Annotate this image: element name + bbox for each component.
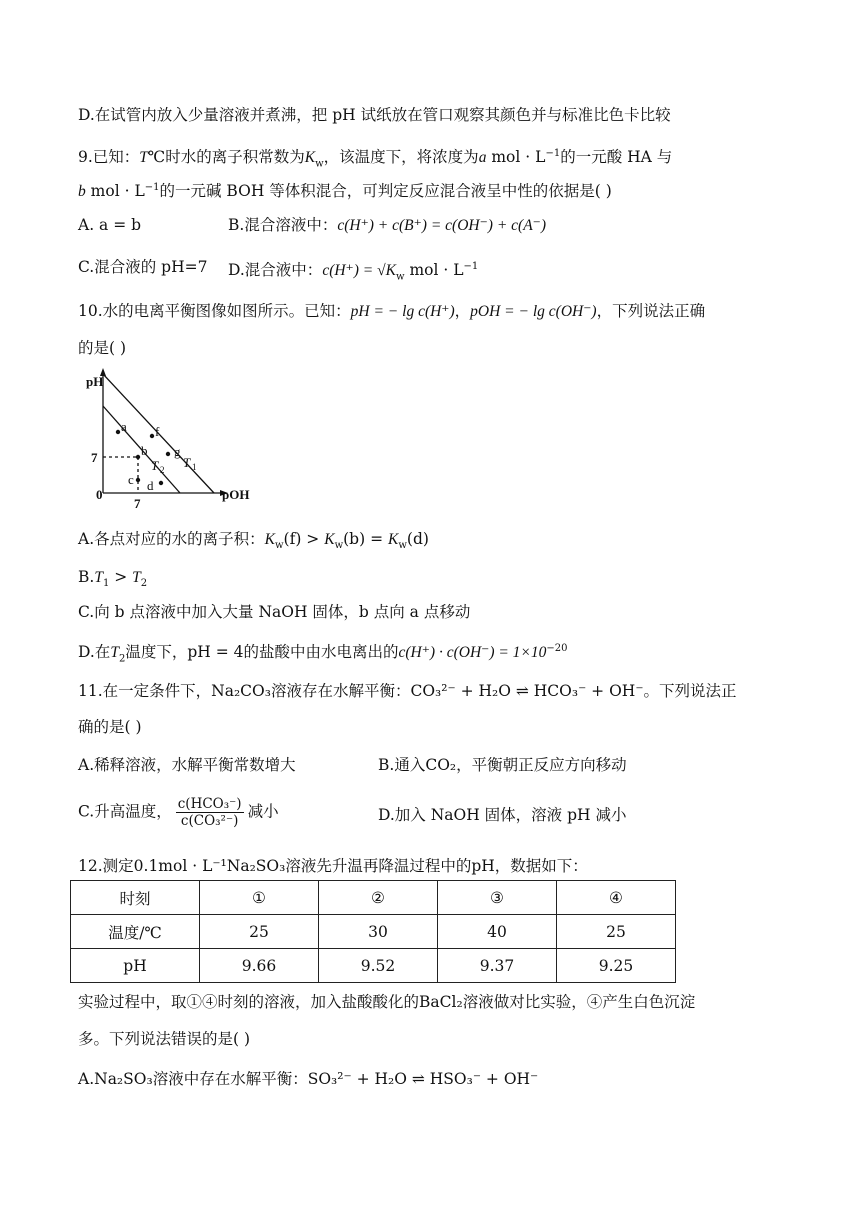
q10-stem-line2: 的是( ) [78, 339, 127, 357]
point-g [166, 452, 170, 456]
point-a [116, 430, 120, 434]
table-row: 温度/℃ 25 30 40 25 [71, 915, 676, 949]
q10-option-d: D.在$T_2$温度下，pH = 4的盐酸中由水电离出的$c(H^+) \cdot c(OH^-) = 1\times 10^{-20}$ [78, 643, 568, 665]
point-b [136, 455, 140, 459]
tick-x-label: 7 [134, 496, 141, 511]
q11-option-d: D.加入 NaOH 固体，溶液 pH 减小 [378, 806, 627, 824]
q12-stem: 12.测定0.1mol · L⁻¹Na₂SO₃溶液先升温再降温过程中的pH，数据如下： [78, 857, 588, 875]
data-table [70, 880, 676, 983]
q10-stem-line1: 10.水的电离平衡图像如图所示。已知：pH = − lg c(H⁺)，pOH = − lg c(OH⁻)，下列说法正确 [78, 302, 706, 320]
x-axis-label: pOH [222, 487, 250, 502]
label-a: a [121, 419, 127, 434]
label-b: b [141, 443, 148, 458]
q12-option-a: A.Na₂SO₃溶液中存在水解平衡：SO₃²⁻ + H₂O ⇌ HSO₃⁻ + OH⁻ [78, 1070, 539, 1088]
point-d [159, 481, 163, 485]
q11-stem-line1: 11.在一定条件下，Na₂CO₃溶液存在水解平衡：CO₃²⁻ + H₂O ⇌ HCO₃⁻ + OH⁻。下列说法正 [78, 682, 737, 700]
label-c: c [128, 472, 134, 487]
q9-stem-line2: b mol · $L^{-1}$的一元碱 BOH 等体积混合，可判定反应混合液呈中性的依据是( ) [78, 182, 612, 201]
tick-y-label: 7 [91, 450, 98, 465]
q9-stem-line1: 9.已知：T℃时水的离子积常数为$K_w$，该温度下，将浓度为a mol · $L^{-1}$的一元酸 HA 与 [78, 148, 673, 170]
q12-after-line1: 实验过程中，取①④时刻的溶液，加入盐酸酸化的BaCl₂溶液做对比实验，④产生白色沉淀 [78, 993, 696, 1011]
q11-option-a: A.稀释溶液，水解平衡常数增大 [78, 756, 296, 774]
q9-option-a: A. a = b [78, 216, 142, 234]
q10-option-a: A.各点对应的水的离子积：$K_w(f) > K_w(b) = K_w(d)$ [78, 530, 429, 552]
q10-option-b: $B.T_1 > T_2$ [78, 568, 148, 590]
label-t1: T [183, 455, 191, 470]
label-d: d [147, 478, 154, 493]
q11-option-b: B.通入CO₂，平衡朝正反应方向移动 [378, 756, 627, 774]
q8-option-d: D.在试管内放入少量溶液并煮沸，把 pH 试纸放在管口观察其颜色并与标准比色卡比较 [78, 106, 671, 124]
q9-option-c: C.混合液的 pH=7 [78, 258, 208, 276]
q12-after-line2: 多。下列说法错误的是( ) [78, 1030, 251, 1048]
label-t2-sub: 2 [160, 465, 165, 475]
label-g: g [174, 444, 181, 459]
hco3-co3-fraction: $\frac{\text{c(HCO₃⁻)}}{\text{c(CO₃²⁻)}}$ [177, 796, 242, 829]
label-t2: T [151, 458, 159, 473]
label-f: f [155, 424, 160, 439]
point-c [136, 478, 140, 482]
q10-option-c: C.向 b 点溶液中加入大量 NaOH 固体，b 点向 a 点移动 [78, 603, 471, 621]
table-row: pH 9.66 9.52 9.37 9.25 [71, 949, 676, 983]
table-row: 时刻 ① ② ③ ④ [71, 881, 676, 915]
ph-poh-diagram [80, 366, 265, 514]
q11-stem-line2: 确的是( ) [78, 718, 142, 736]
origin-label: 0 [96, 487, 103, 502]
q11-option-c: C.升高温度， $\frac{\text{c(HCO₃⁻)}}{\text{c(CO₃²⁻)}}$ 减小 [78, 796, 279, 829]
q9-option-d: D.混合液中：$c(H^+) = √K_w$ mol · $L^{-1}$ [228, 261, 479, 283]
q9-option-b: B.混合溶液中：c(H⁺) + c(B⁺) = c(OH⁻) + c(A⁻) [228, 216, 547, 234]
label-t1-sub: 1 [192, 462, 197, 472]
point-f [150, 434, 154, 438]
y-axis-label: pH [86, 374, 104, 389]
